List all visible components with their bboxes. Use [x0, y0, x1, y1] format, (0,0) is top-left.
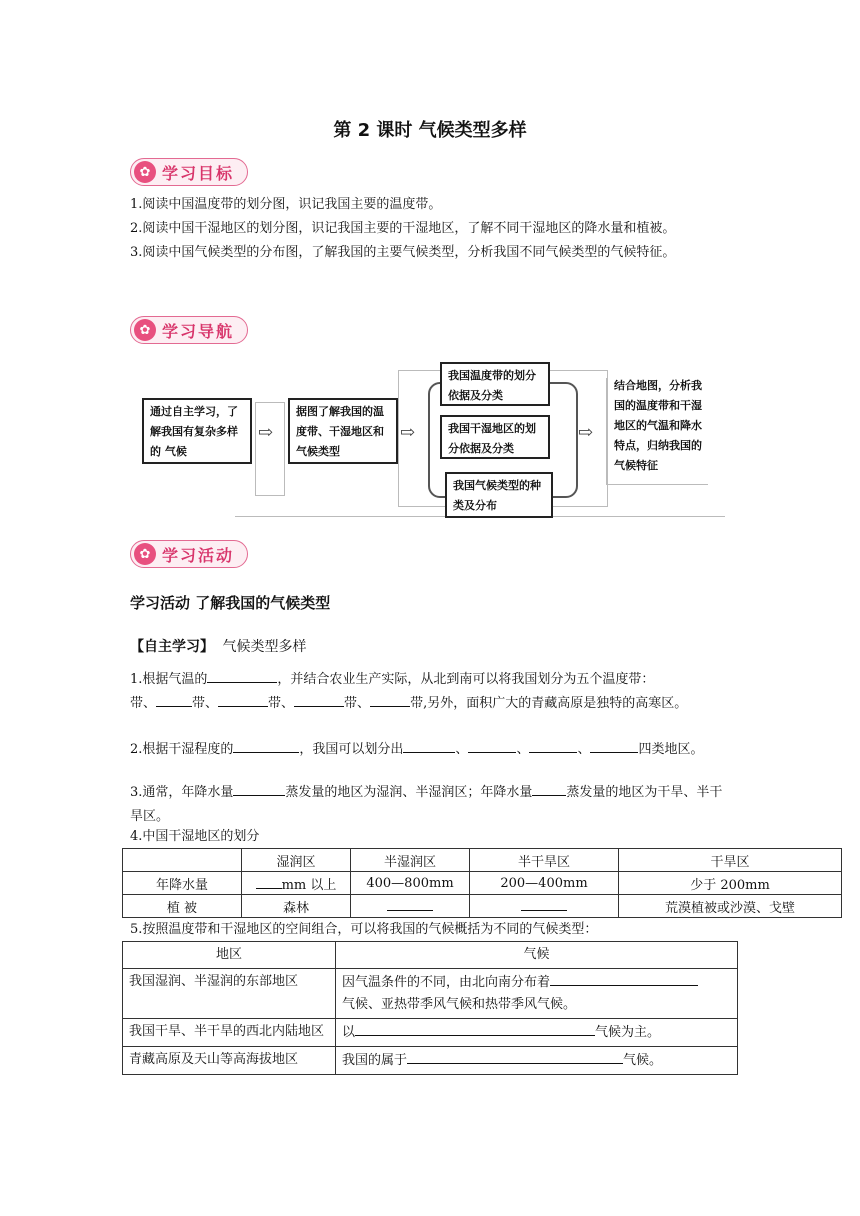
cell-text: 气候为主。	[595, 1025, 661, 1040]
table-row	[123, 1047, 738, 1075]
q1-text: 带、	[344, 696, 371, 711]
question-1	[130, 668, 730, 716]
q2-text: 四类地区。	[638, 742, 704, 757]
q3-text: 蒸发量的地区为干旱、半干旱区。	[130, 785, 723, 824]
q1-text: 1.根据气温的	[130, 672, 208, 687]
cell-text: 气候、亚热带季风气候和热带季风气候。	[342, 997, 577, 1012]
goals-list	[130, 193, 730, 265]
section-label-goals: 学习目标	[162, 163, 235, 183]
table-header: 半湿润区	[351, 849, 470, 872]
table-cell	[123, 849, 242, 872]
q1-text: 带、	[192, 696, 219, 711]
answer-blank[interactable]	[156, 692, 192, 707]
cell-text: mm 以上	[281, 877, 337, 893]
flow-step-2: 据图了解我国的温度带、干湿地区和气候类型	[288, 398, 398, 464]
answer-blank[interactable]	[532, 781, 566, 796]
answer-blank[interactable]	[294, 692, 344, 707]
table-row	[123, 872, 842, 895]
table-cell: 200—400mm	[470, 872, 619, 895]
answer-blank[interactable]	[590, 738, 638, 753]
section-badge-activity	[130, 540, 248, 568]
answer-blank[interactable]	[403, 738, 455, 753]
question-3	[130, 781, 730, 829]
table-cell: 森林	[242, 895, 351, 918]
table-cell	[351, 895, 470, 918]
cell-text: 以	[342, 1025, 356, 1040]
q1-text: ，并结合农业生产实际，从北到南可以将我国划分为五个温度带：	[277, 672, 655, 687]
arrow-right-icon: ⇨	[258, 422, 274, 443]
table-cell	[336, 969, 738, 1019]
table-cell	[336, 1047, 738, 1075]
table-header: 半干旱区	[470, 849, 619, 872]
table-header: 气候	[336, 942, 738, 969]
flow-frame	[255, 402, 285, 496]
answer-blank[interactable]	[233, 738, 299, 753]
q1-text: 带、	[268, 696, 295, 711]
section-icon: ✿	[134, 319, 156, 341]
answer-blank[interactable]	[468, 738, 516, 753]
table-cell: 植 被	[123, 895, 242, 918]
cell-text: 因气温条件的不同，由北向南分布着	[342, 975, 551, 990]
answer-blank[interactable]	[521, 898, 567, 911]
table-row	[123, 849, 842, 872]
arrow-right-icon: ⇨	[400, 422, 416, 443]
flow-branch-3: 我国气候类型的种类及分布	[445, 472, 553, 518]
q3-text: 3.通常，年降水量	[130, 785, 234, 800]
table-cell: 我国湿润、半湿润的东部地区	[123, 969, 336, 1019]
table-cell: 少于 200mm	[619, 872, 842, 895]
flow-branch-1: 我国温度带的划分依据及分类	[440, 362, 550, 406]
flow-step-1: 通过自主学习，了解我国有复杂多样的 气候	[142, 398, 252, 464]
table-cell	[336, 1019, 738, 1047]
q2-text: 、	[577, 742, 591, 757]
answer-blank[interactable]	[355, 1021, 595, 1036]
section-label-activity: 学习活动	[162, 545, 235, 565]
table-cell	[470, 895, 619, 918]
q1-text: 带,另外，面积广大的青藏高原是独特的高寒区。	[410, 696, 688, 711]
goal-item: 1.阅读中国温度带的划分图，识记我国主要的温度带。	[130, 197, 442, 212]
answer-blank[interactable]	[233, 781, 285, 796]
dry-wet-regions-table	[122, 848, 842, 918]
answer-blank[interactable]	[256, 876, 282, 889]
flow-step-4: 结合地图，分析我国的温度带和干湿地区的气温和降水特点，归纳我国的气候特征	[608, 374, 718, 484]
learning-flow-diagram	[120, 360, 730, 530]
answer-blank[interactable]	[370, 692, 410, 707]
climate-types-table	[122, 941, 738, 1075]
table-row	[123, 942, 738, 969]
arrow-right-icon: ⇨	[578, 422, 594, 443]
flow-branch-2: 我国干湿地区的划分依据及分类	[440, 415, 550, 459]
cell-text: 气候。	[623, 1053, 663, 1068]
table-header: 地区	[123, 942, 336, 969]
answer-blank[interactable]	[218, 692, 268, 707]
question-4: 4.中国干湿地区的划分	[130, 829, 260, 844]
table-row	[123, 895, 842, 918]
table-row	[123, 969, 738, 1019]
table-cell: 青藏高原及天山等高海拔地区	[123, 1047, 336, 1075]
goal-item: 2.阅读中国干湿地区的划分图，识记我国主要的干湿地区，了解不同干湿地区的降水量和植被。	[130, 221, 676, 236]
self-study-label: 【自主学习】	[130, 639, 214, 655]
goal-item: 3.阅读中国气候类型的分布图，了解我国的主要气候类型，分析我国不同气候类型的气候特征。	[130, 245, 676, 260]
q2-text: ，我国可以划分出	[299, 742, 404, 757]
cell-text: 我国的属于	[342, 1053, 408, 1068]
question-5: 5.按照温度带和干湿地区的空间组合，可以将我国的气候概括为不同的气候类型：	[130, 922, 598, 937]
section-badge-nav	[130, 316, 248, 344]
activity-title: 学习活动 了解我国的气候类型	[130, 594, 331, 612]
self-study-topic: 气候类型多样	[222, 639, 307, 655]
answer-blank[interactable]	[529, 738, 577, 753]
section-badge-goals	[130, 158, 248, 186]
q1-text: 带、	[130, 696, 157, 711]
table-row	[123, 1019, 738, 1047]
q2-text: 、	[516, 742, 530, 757]
table-cell: 我国干旱、半干旱的西北内陆地区	[123, 1019, 336, 1047]
question-2	[130, 738, 730, 762]
section-label-nav: 学习导航	[162, 321, 235, 341]
table-cell: 荒漠植被或沙漠、戈壁	[619, 895, 842, 918]
answer-blank[interactable]	[407, 1049, 623, 1064]
table-cell	[242, 872, 351, 895]
q3-text: 蒸发量的地区为湿润、半湿润区；年降水量	[285, 785, 533, 800]
q2-text: 、	[455, 742, 469, 757]
page-title: 第 2 课时 气候类型多样	[333, 120, 527, 141]
table-header: 湿润区	[242, 849, 351, 872]
self-study-heading	[130, 636, 306, 656]
answer-blank[interactable]	[207, 668, 277, 683]
table-cell: 400—800mm	[351, 872, 470, 895]
q2-text: 2.根据干湿程度的	[130, 742, 234, 757]
answer-blank[interactable]	[387, 898, 433, 911]
answer-blank[interactable]	[550, 971, 698, 986]
section-icon: ✿	[134, 161, 156, 183]
section-icon: ✿	[134, 543, 156, 565]
table-cell: 年降水量	[123, 872, 242, 895]
table-header: 干旱区	[619, 849, 842, 872]
